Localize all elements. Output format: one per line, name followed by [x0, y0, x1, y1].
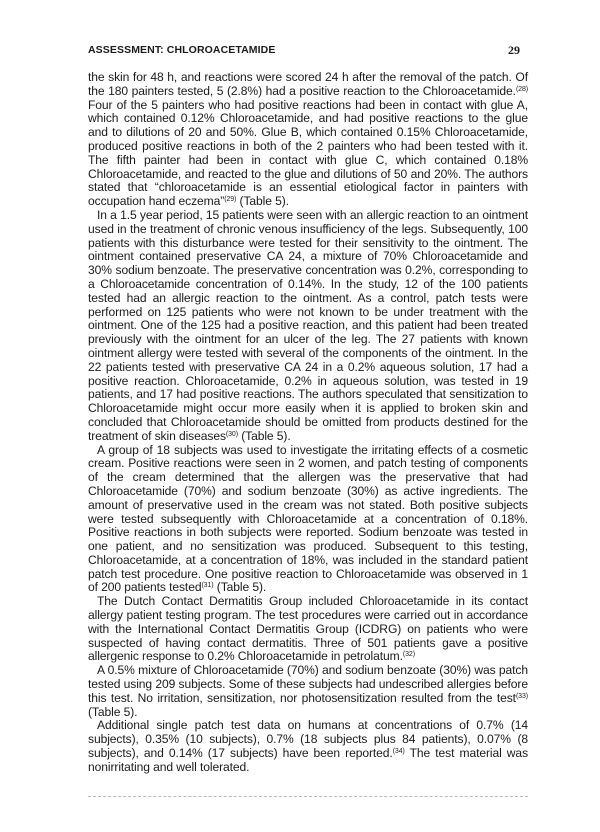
reference-marker: (28) — [515, 85, 528, 93]
body-paragraph — [88, 595, 528, 664]
reference-marker: (31) — [201, 582, 214, 590]
running-head-title: ASSESSMENT: CHLOROACETAMIDE — [88, 44, 276, 56]
body-text — [88, 71, 528, 775]
paragraph-text: (Table 5). — [236, 194, 289, 209]
body-paragraph — [88, 71, 528, 209]
paragraph-text: the skin for 48 h, and reactions were scored 24 h after the removal of the patch. Of the 180 painters tested, 5 (2.8%) had a positive reaction to the Chloroacetamide. — [88, 70, 528, 98]
reference-marker: (30) — [225, 430, 238, 438]
paragraph-text: Additional single patch test data on humans at concentrations of 0.7% (14 subjects), 0.35% (10 subjects), 0.7% (18 subjects plus 84 patients), 0.07% (8 subjects), and 0.14% (17 subjects) have been reported. — [88, 718, 528, 761]
reference-marker: (34) — [392, 748, 405, 756]
paragraph-text: Four of the 5 painters who had positive reactions had been in contact with glue A, which contained 0.12% Chloroacetamide, and had positive reactions to the glue and to dilutions of 20 and 50%. Glue B, which contained 0.15% Chloroacetamide, produced positive reactions in both of the 2 painters who had been tested with it. The fifth painter had been in contact with glue C, which contained 0.18% Chloroacetamide, and reacted to the glue and dilutions of 50 and 20%. The authors stated that “chloroacetamide is an essential etiological factor in painters with occupation hand eczema” — [88, 97, 528, 209]
body-paragraph — [88, 209, 528, 444]
reference-marker: (33) — [515, 692, 528, 700]
reference-marker: (29) — [224, 196, 237, 204]
paragraph-text: (Table 5). — [237, 428, 291, 443]
paragraph-text: (Table 5). — [213, 580, 267, 595]
paragraph-text: The Dutch Contact Dermatitis Group included Chloroacetamide in its contact allergy patient testing program. The test procedures were carried out in accordance with the International Contact Dermatitis Group (ICDRG) on patients who were suspected of having contact dermatitis. Three of 501 patients gave a positive allergenic response to 0.2% Chloroacetamide in petrolatum. — [88, 594, 528, 664]
running-head — [88, 44, 520, 60]
body-paragraph — [88, 664, 528, 719]
paragraph-text: In a 1.5 year period, 15 patients were seen with an allergic reaction to an ointment used in the treatment of chronic venous insufficiency of the legs. Subsequently, 100 patients with this disturbance were tested for their sensitivity to the ointment. The ointment contained preservative CA 24, a mixture of 70% Chloroacetamide and 30% sodium benzoate. The preservative concentration was 0.2%, corresponding to a Chloroacetamide concentration of 0.14%. In the study, 12 of the 100 patients tested had an allergic reaction to the ointment. As a control, patch tests were performed on 125 patients who were not known to be under treatment with the ointment. One of the 125 had a positive reaction, and this patient had been treated previously with the ointment for an ulcer of the leg. The 27 patients with known ointment allergy were tested with several of the components of the ointment. In the 22 patients tested with preservative CA 24 in a 0.2% aqueous solution, 17 had a positive reaction. Chloroacetamide, 0.2% in aqueous solution, was tested in 19 patients, and 17 had positive reactions. The authors speculated that sensitization to Chloroacetamide might occur more easily when it is applied to broken skin and concluded that Chloroacetamide should be omitted from products destined for the treatment of skin diseases — [88, 207, 528, 443]
page-number: 29 — [508, 43, 520, 57]
paragraph-text: The test material was nonirritating and well tolerated. — [88, 746, 529, 774]
reference-marker: (32) — [402, 651, 415, 659]
paragraph-text: A 0.5% mixture of Chloroacetamide (70%) and sodium benzoate (30%) was patch tested using 209 subjects. Some of these subjects had undescribed allergies before this test. No irritation, sensitization, nor photosensitization resulted from the test — [88, 663, 528, 705]
paragraph-text: A group of 18 subjects was used to investigate the irritating effects of a cosmetic cream. Positive reactions were seen in 2 women, and patch testing of components of the cream determined that the allergen was the preservative that had Chloroacetamide (70%) and sodium benzoate (30%) as active ingredients. The amount of preservative used in the cream was not stated. Both positive subjects were tested subsequently with Chloroacetamide at a concentration of 0.18%. Positive reactions in both subjects were reported. Sodium benzoate was tested in one patient, and no sensitization was produced. Subsequent to this testing, Chloroacetamide, at a concentration of 18%, was included in the standard patient patch test procedure. One positive reaction to Chloroacetamide was observed in 1 of 200 patients tested — [88, 442, 528, 595]
paragraph-text: (Table 5). — [88, 704, 138, 719]
body-paragraph — [88, 719, 528, 774]
bottom-rule — [88, 796, 528, 798]
body-paragraph — [88, 444, 528, 596]
